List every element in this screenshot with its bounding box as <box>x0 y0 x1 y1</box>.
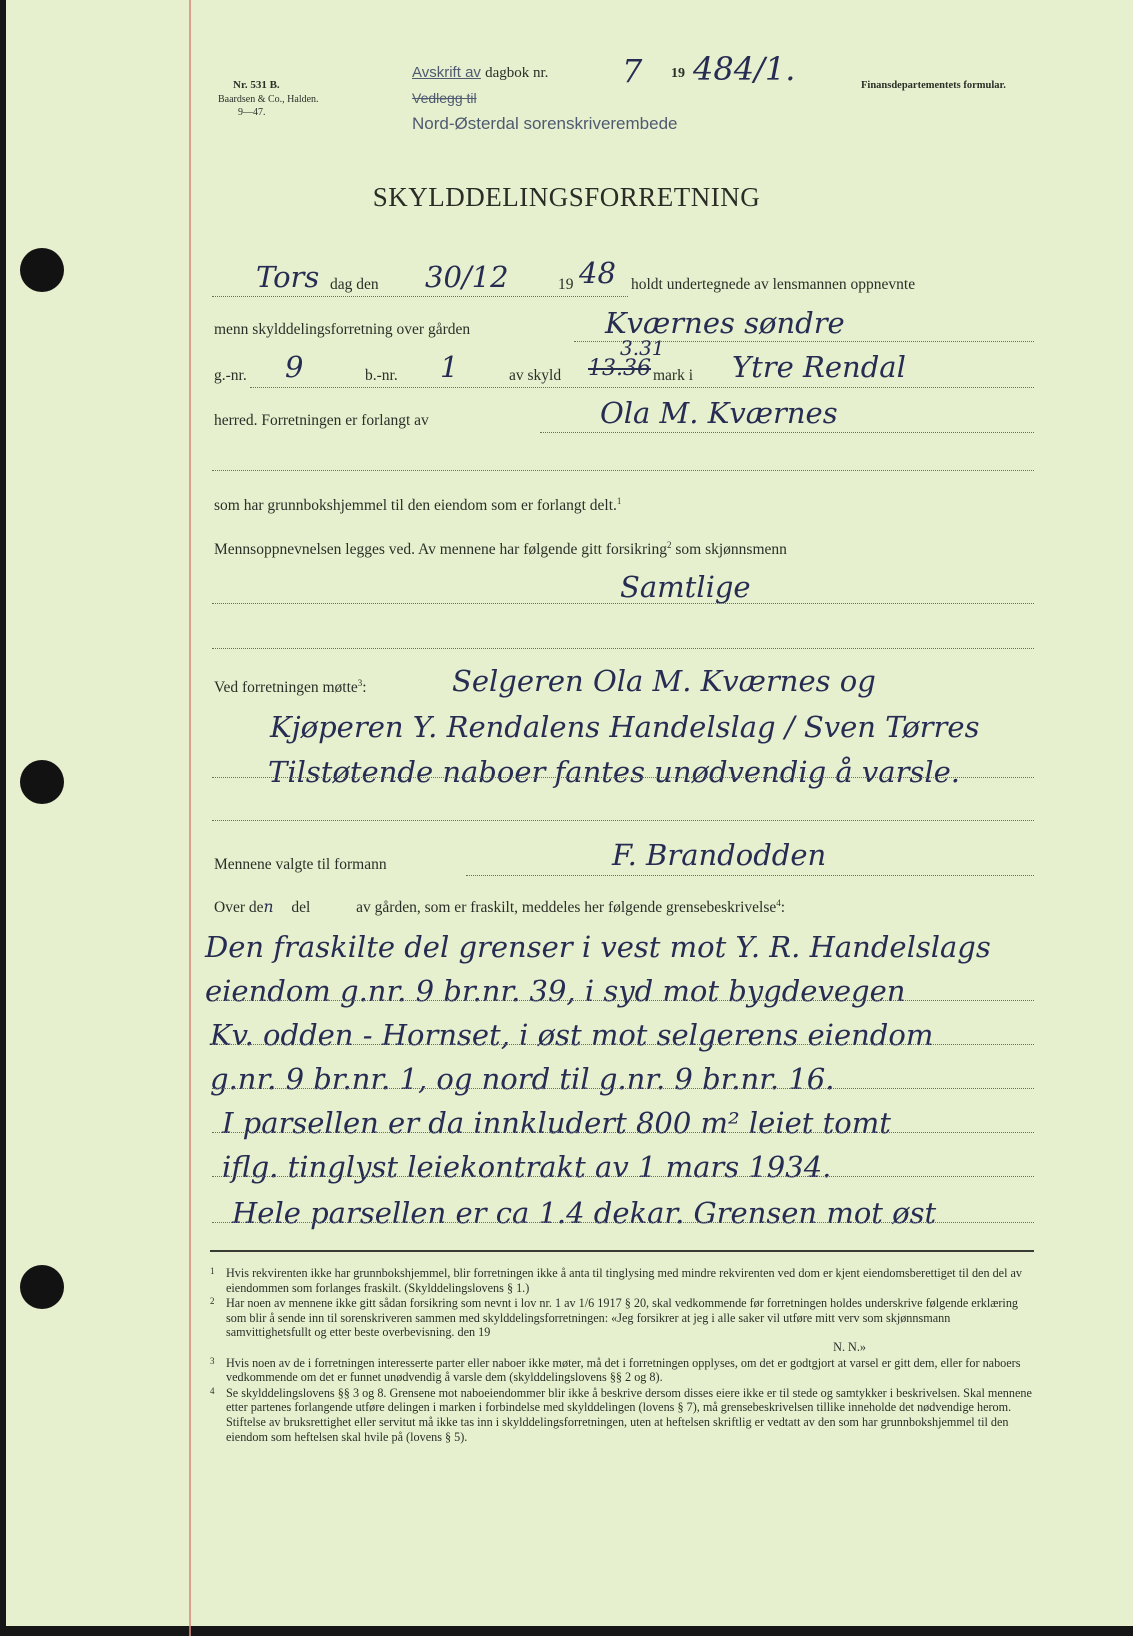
grense-hw-line3: Kv. odden - Hornset, i øst mot selgerens eiendom <box>210 1018 934 1052</box>
grense-hw-line5: I parsellen er da innkludert 800 m² leiet tomt <box>222 1106 891 1140</box>
bnr-label: b.-nr. <box>365 367 398 384</box>
bnr-hw: 1 <box>440 350 459 384</box>
mote-hw-line2: Kjøperen Y. Rendalens Handelslag / Sven Tørres <box>270 710 980 744</box>
footnote-ref: 4 <box>776 898 781 908</box>
dag-den-label: dag den <box>330 276 379 293</box>
mote-label-text: Ved forretningen møtte <box>214 679 358 697</box>
footnote <box>210 1386 1036 1444</box>
forsikring-hw: Samtlige <box>620 570 751 604</box>
dotted-line <box>212 1132 1034 1133</box>
document-title: SKYLDDELINGSFORRETNING <box>372 182 761 212</box>
year-hw: 484/1. <box>693 50 796 88</box>
mote-colon: : <box>362 679 367 697</box>
gnr-label: g.-nr. <box>214 367 247 384</box>
scan-edge-bottom <box>0 1626 1133 1636</box>
year-suffix-hw: 48 <box>579 256 616 290</box>
footnote-text: Se skylddelingslovens §§ 3 og 8. Grensene mot naboeiendommer blir ikke å beskrive dersom disses eiere ikke er til stede og samtykker i beskrivelsen. Skal mennene etter partenes forlangende utføre delingen i marken i forbindelse med skylddelingen (lovens § 7), må grensebeskrivelsen tillike inneholde det nødvendige herom. Stiftelse av bruksrettighet eller servitut må ikke tas inn i skylddelingsforretningen, uten at heftelsen skriftlig er vedtatt av den som har grunnbokshjemmel til den eiendom som heftelsen skal hvile på (lovens § 5). <box>226 1385 1032 1444</box>
grense-colon: : <box>780 899 786 917</box>
footnote-text: Hvis rekvirenten ikke har grunnbokshjemmel, blir forretningen ikke å anta til tinglysing med mindre rekvirenten ved dom er kjent eiendomsberettiget til den del av eiendommen som forlanges fraskilt. (Skylddelingslovens § 1.) <box>226 1266 1023 1295</box>
dotted-line <box>212 1176 1034 1177</box>
line2-text: menn skylddelingsforretning over gården <box>214 321 471 338</box>
punch-hole <box>20 1265 64 1309</box>
date-hw: 30/12 <box>425 260 509 294</box>
dagbok-number-hw: 7 <box>622 52 643 90</box>
form-owner: Finansdepartementets formular. <box>861 80 1006 91</box>
grense-hw-line7: Hele parsellen er ca 1.4 dekar. Grensen mot øst <box>232 1196 937 1230</box>
dotted-line <box>250 387 1034 388</box>
skyld-old-hw: 13.36 <box>588 356 651 381</box>
footnote <box>210 1296 1036 1354</box>
footnote-text: Har noen av mennene ikke gitt sådan forsikring som nevnt i lov nr. 1 av 1/6 1917 § 20, skal vedkommende før forretningen holdes underskrive følgende erklæring som blir å sende inn til sorenskriveren sammen med skylddelingsforretningen: «Jeg forsikrer at jeg i alle saker vil utføre mitt verv som skjønnsmann samvittighetsfullt og etter beste overbevisning. den 19 <box>226 1296 1019 1340</box>
grense-label <box>214 898 785 917</box>
grunnbok-sentence: som har grunnbokshjemmel til den eiendom som er forlangt delt. <box>214 497 617 515</box>
mote-hw-line3: Tilstøtende naboer fantes unødvendig å varsle. <box>268 755 960 789</box>
printer-name: Baardsen & Co., Halden. <box>218 94 319 105</box>
line1-text: holdt undertegnede av lensmannen oppnevnte <box>631 276 916 293</box>
skyld-label: av skyld <box>509 367 562 384</box>
mennsopp-rest: som skjønnsmenn <box>675 541 787 559</box>
footnote-number: 1 <box>210 1266 215 1276</box>
formann-label: Mennene valgte til formann <box>214 856 387 873</box>
formann-hw: F. Brandodden <box>612 838 827 872</box>
mote-label <box>214 678 367 697</box>
dotted-line <box>466 875 1034 876</box>
grense-label-a: Over de <box>214 899 264 917</box>
requester-hw: Ola M. Kværnes <box>600 396 838 430</box>
stamp-vedlegg-struck: Vedlegg til <box>412 90 477 106</box>
mote-hw-line1: Selgeren Ola M. Kværnes og <box>452 664 876 698</box>
dotted-line <box>212 648 1034 649</box>
dotted-line <box>212 603 1034 604</box>
stamp-dagbok-label: dagbok nr. <box>485 65 549 81</box>
year-prefix: 19 <box>558 276 574 293</box>
dotted-line <box>212 1088 1034 1089</box>
stamp-avskrift-label: Avskrift av <box>412 64 481 81</box>
grense-label-b: del <box>291 899 311 917</box>
footnote-number: 2 <box>210 1296 215 1307</box>
print-date: 9—47. <box>238 107 266 118</box>
mennsopp-sentence: Mennsoppnevnelsen legges ved. Av mennene har følgende gitt forsikring <box>214 541 667 559</box>
dotted-line <box>212 1000 1034 1001</box>
dotted-line <box>212 296 628 297</box>
footnote-number: 4 <box>210 1385 215 1396</box>
footnote-number: 3 <box>210 1355 215 1366</box>
footnote-signature: N. N.» <box>833 1339 866 1354</box>
grense-hw-line4: g.nr. 9 br.nr. 1, og nord til g.nr. 9 br.nr. 16. <box>210 1062 835 1096</box>
footnote-text: Hvis noen av de i forretningen interesserte parter eller naboer ikke møter, må det i forretningen opplyses, om det er godtgjort at varsel er gitt dem, eller for naboers vedkommende om det er funnet unødvendig å varsle dem (skylddelingslovens §§ 2 og 8). <box>226 1355 1021 1385</box>
footnote-ref: 3 <box>357 678 363 688</box>
dotted-line <box>212 470 1034 471</box>
grense-label-hw: n <box>263 898 274 917</box>
farm-name-hw: Kværnes søndre <box>605 306 845 340</box>
dotted-line <box>540 432 1034 433</box>
stamp-office: Nord-Østerdal sorenskriverembede <box>412 114 678 133</box>
footnote-ref: 1 <box>616 496 622 506</box>
margin-rule <box>189 0 191 1636</box>
mark-label: mark i <box>653 367 694 384</box>
footnote <box>210 1356 1036 1385</box>
grense-hw-line6: iflg. tinglyst leiekontrakt av 1 mars 1934. <box>222 1150 832 1184</box>
weekday-hw: Tors <box>256 260 320 294</box>
year-printed: 19 <box>671 66 685 81</box>
grense-hw-line1: Den fraskilte del grenser i vest mot Y. R. Handelslags <box>205 930 991 964</box>
footnote <box>210 1266 1036 1295</box>
gnr-hw: 9 <box>285 350 304 384</box>
mennsopp-text <box>214 540 787 559</box>
stamp-avskrift <box>412 64 548 82</box>
dotted-line <box>212 820 1034 821</box>
dotted-line <box>212 777 1034 778</box>
scan-edge-left <box>0 0 6 1636</box>
footnote-rule <box>210 1250 1034 1252</box>
footnotes <box>210 1266 1036 1445</box>
form-number: Nr. 531 B. <box>233 79 280 91</box>
municipality-hw: Ytre Rendal <box>732 350 906 384</box>
punch-hole <box>20 248 64 292</box>
skyld-new-hw: 3.31 <box>620 336 665 360</box>
dotted-line <box>212 1222 1034 1223</box>
footnote-ref: 2 <box>666 540 672 550</box>
line4-text: herred. Forretningen er forlangt av <box>214 412 429 429</box>
grense-label-c: av gården, som er fraskilt, meddeles her følgende grensebeskrivelse <box>356 899 777 917</box>
grunnbok-text <box>214 496 621 515</box>
punch-hole <box>20 760 64 804</box>
grense-hw-line2: eiendom g.nr. 9 br.nr. 39, i syd mot bygdevegen <box>205 974 906 1008</box>
dotted-line <box>212 1044 1034 1045</box>
